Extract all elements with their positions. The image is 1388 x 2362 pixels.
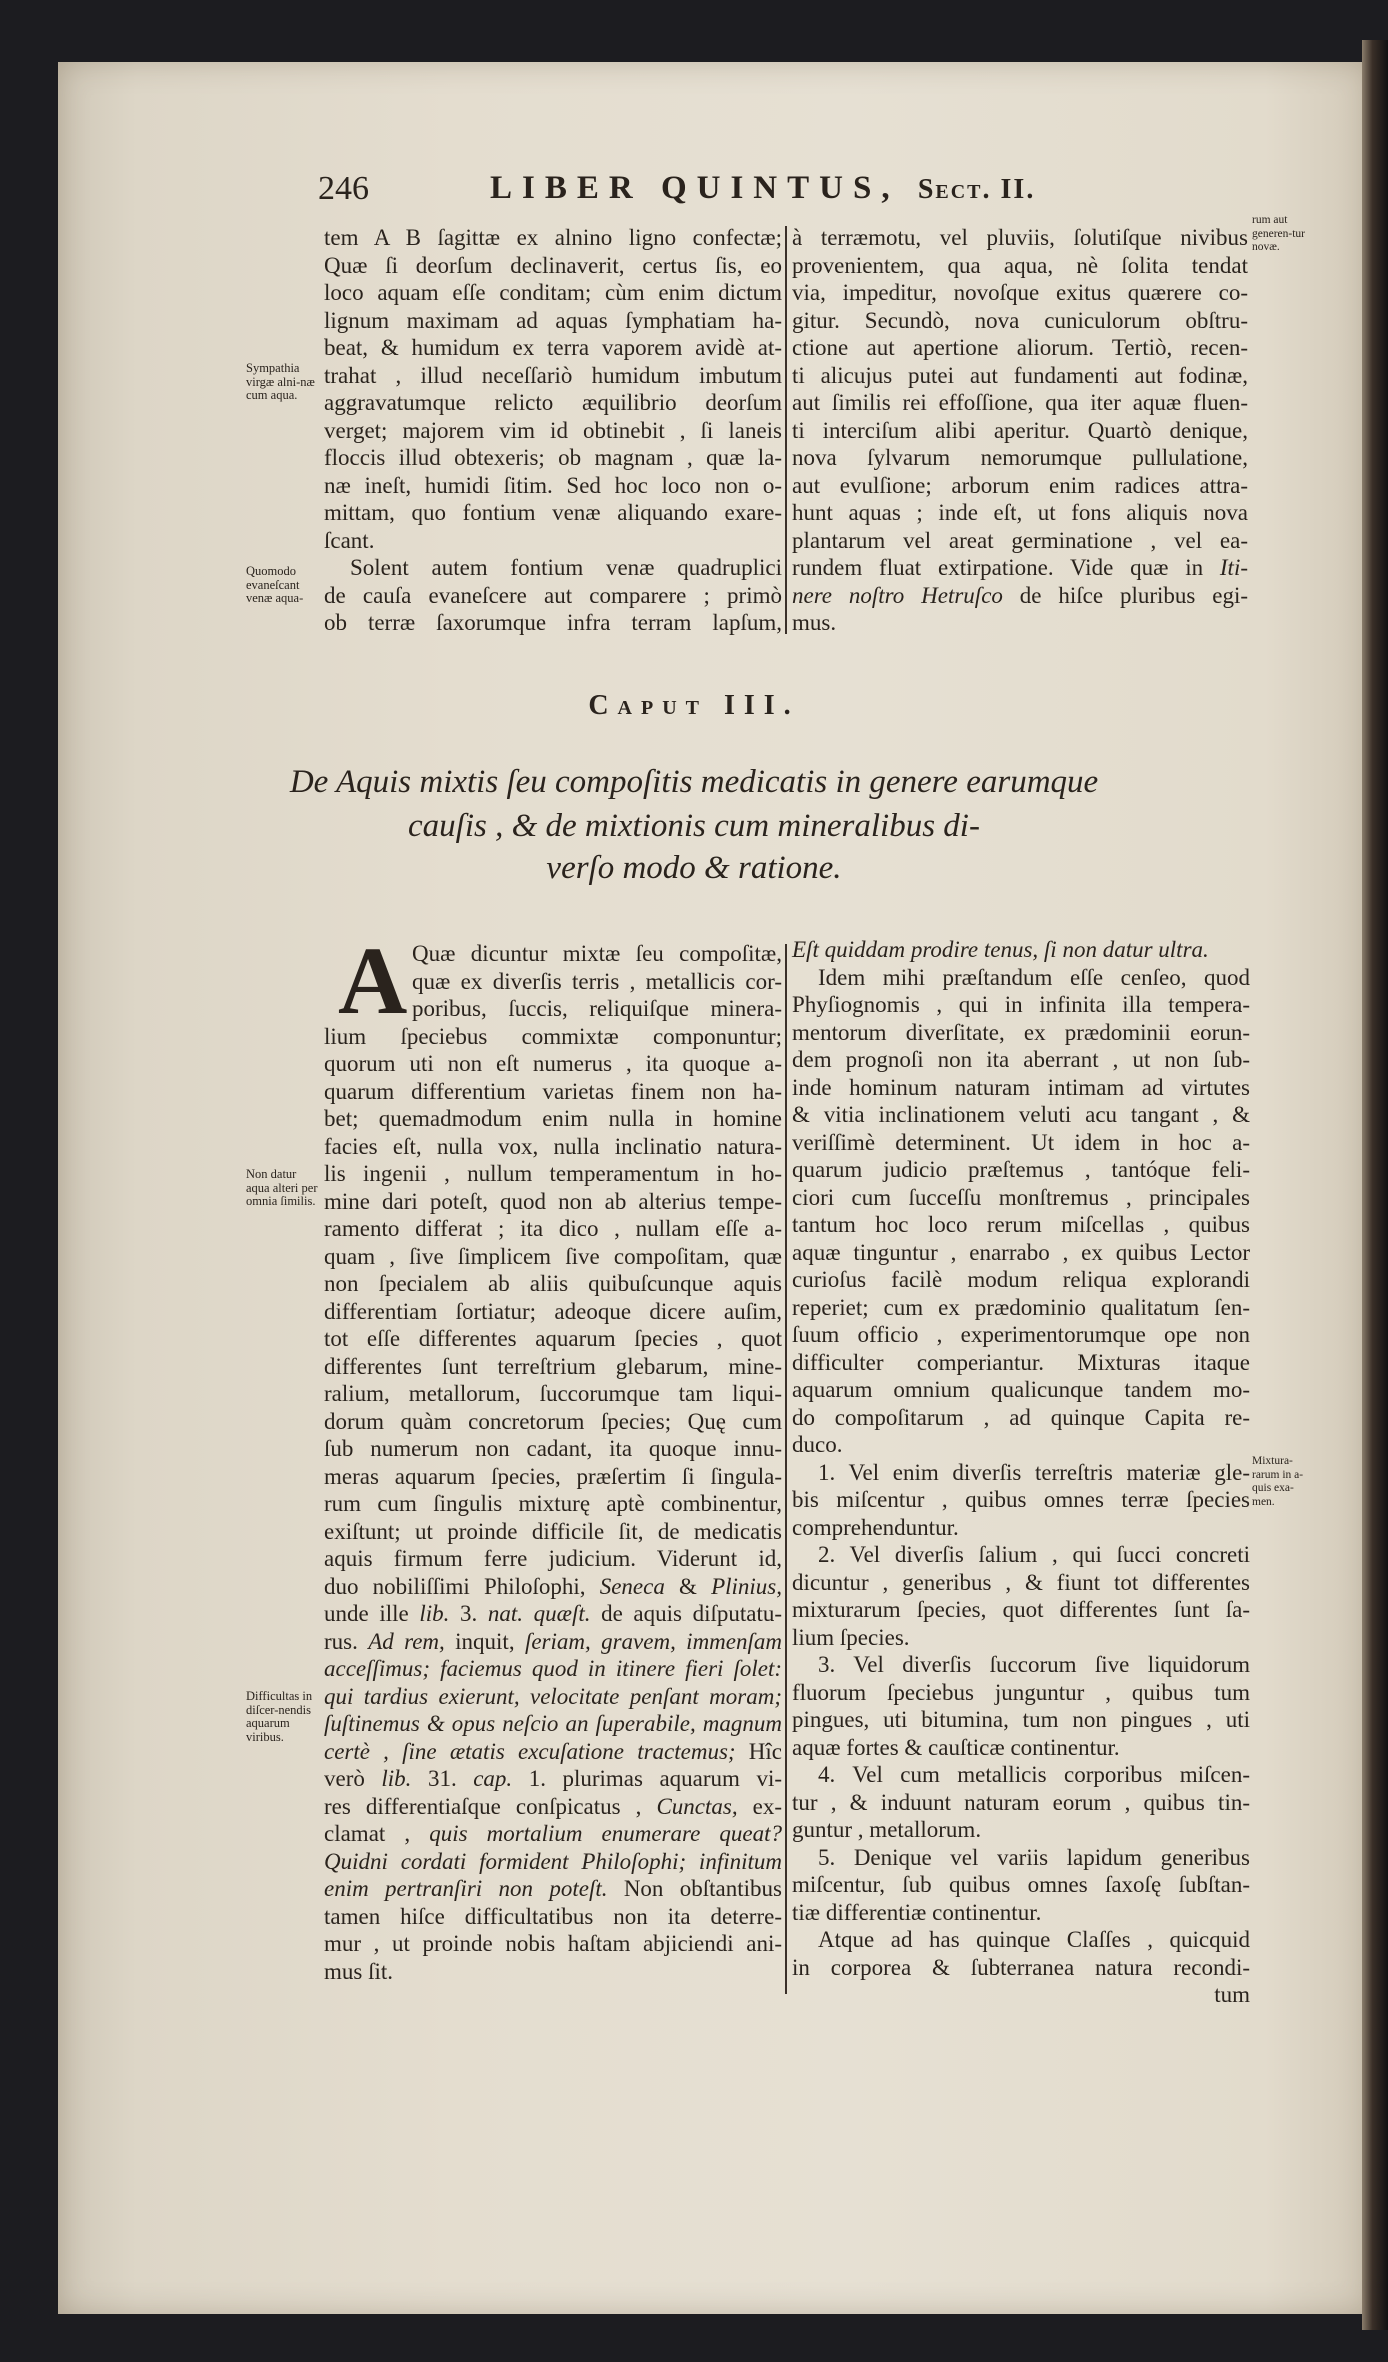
chapter-heading: Caput III. (588, 690, 800, 721)
text-line: Idem mihi præſtandum eſſe cenſeo, quod (818, 964, 1250, 990)
top-right-column (792, 224, 1248, 637)
bottom-left-column (324, 940, 782, 1985)
text-line: quam , ſive ſimplicem ſive compoſitam, quæ (324, 1243, 782, 1269)
text-line: meras aquarum ſpecies, præſertim ſi ſingula- (324, 1463, 782, 1489)
text: 3. (449, 1601, 488, 1626)
text: rundem fluat extirpatione. Vide quæ in (792, 555, 1220, 580)
column-rule (785, 944, 787, 1994)
text-line: Quæ dicuntur mixtæ ſeu compoſitæ, (412, 941, 782, 966)
text: unde ille (324, 1601, 420, 1626)
text-line: mus ſit. (324, 1958, 394, 1984)
italic-text: nat. quæſt. (487, 1601, 591, 1626)
chapter-title-line: cauſis , & de mixtionis cum mineralibus di- (408, 808, 980, 844)
text-line (792, 582, 1248, 610)
text-line: aquis firmum ferre judicium. Viderunt id, (324, 1546, 782, 1571)
text-line: beat, & humidum ex terra vaporem avidè at- (324, 335, 782, 360)
text-line: aquarum omnium qualicunque tandem mo- (792, 1377, 1250, 1402)
text-line: ti interciſum alibi aperitur. Quartò denique, (792, 417, 1248, 443)
text-line: aggravatumque relicto æquilibrio deorſum (324, 390, 782, 415)
text-line: gitur. Secundò, nova cuniculorum obſtru- (792, 307, 1248, 333)
text-line: quarum judicio præſtemus , tantóque feli- (792, 1157, 1250, 1182)
text-line: næ ineſt, humidi ſitim. Sed hoc loco non o- (324, 472, 782, 498)
text-line: de cauſa evaneſcere aut comparere ; primò (324, 582, 782, 608)
text-line: bis miſcentur , quibus omnes terræ ſpecies (792, 1487, 1250, 1512)
chapter-title-line: verſo modo & ratione. (546, 850, 842, 886)
text-line: inde hominum naturam intimam ad virtutes (792, 1074, 1250, 1100)
text-line: mixturarum ſpecies, quot differentes ſunt ſa- (792, 1597, 1250, 1622)
text-line: dorum quàm concretorum ſpecies; Quę cum (324, 1408, 782, 1434)
text-line: 3. Vel diverſis ſuccorum ſive liquidorum (818, 1652, 1250, 1677)
text-line: comprehenduntur. (792, 1514, 959, 1540)
text-line: verget; majorem vim id obtinebit , ſi laneis (324, 417, 782, 443)
text: 31. (411, 1766, 474, 1791)
text-line: plantarum vel areat germinatione , vel ea- (792, 527, 1248, 553)
text-line: miſcentur, ſub quibus omnes ſaxoſę ſubſtan- (792, 1872, 1250, 1897)
text-line: floccis illud obtexeris; ob magnam , quæ la- (324, 445, 782, 470)
text-line: aquæ tinguntur , enarrabo , ex quibus Lector (792, 1239, 1250, 1265)
italic-text: Iti- (1219, 555, 1248, 580)
text-line (324, 1573, 782, 1601)
margin-note-quomodo: Quomodo evaneſcant venæ aqua- (246, 564, 304, 605)
text-line: ralium, metallorum, ſuccorumque tam liqui- (324, 1381, 782, 1406)
top-left-column (324, 224, 782, 637)
text-line: differentiam ſortiatur; adeoque dicere auſim, (324, 1298, 782, 1324)
text-line: bet; quemadmodum enim nulla in homine (324, 1106, 782, 1131)
margin-note-non-datur: Non datur aqua alteri per omnia ſimilis. (246, 1167, 318, 1208)
text-line: exiſtunt; ut proinde difficile ſit, de medicatis (324, 1518, 782, 1544)
italic-text: lib. (419, 1601, 450, 1626)
text-line (324, 1628, 782, 1656)
text-line: reperiet; cum ex prædominio qualitatum ſen- (792, 1294, 1250, 1320)
text-line: aquæ fortes & cauſticæ continentur. (792, 1734, 1120, 1760)
text-line: 2. Vel diverſis ſalium , qui ſucci concreti (818, 1542, 1250, 1567)
text-line: mine dari poteſt, quod non ab alterius tempe- (324, 1188, 782, 1214)
text-line: ſub numerum non cadant, ita quoque innu- (324, 1436, 782, 1461)
text-line: fluorum ſpeciebus junguntur , quibus tum (792, 1679, 1250, 1705)
text-line (324, 1848, 782, 1876)
italic-text: ſeriam, gravem, immenſam (524, 1628, 782, 1654)
drop-cap: A (338, 927, 408, 1034)
text-line: ciori cum ſucceſſu monſtremus , principales (792, 1184, 1250, 1210)
text-line: & vitia inclinationem veluti acu tangant , & (792, 1102, 1250, 1127)
text-line (324, 1710, 782, 1738)
text: 1. plurimas aquarum vi- (512, 1766, 782, 1791)
bottom-right-column (792, 936, 1250, 2009)
margin-note-novae: rum aut generen-tur novæ. (1252, 214, 1305, 253)
text-line: quorum uti non eſt numerus , ita quoque a- (324, 1051, 782, 1076)
italic-text: cap. (473, 1766, 513, 1791)
column-rule (785, 226, 787, 634)
text-line: ctione aut apertione aliorum. Tertiò, recen- (792, 335, 1248, 360)
text-line: aut ſimilis rei effoſſione, qua iter aquæ fluen- (792, 390, 1248, 415)
text-line: lium ſpecies. (792, 1624, 910, 1650)
text-line: 1. Vel enim diverſis terreſtris materiæ gle- (818, 1459, 1250, 1485)
italic-text: Eſt quiddam prodire tenus, ſi non datur ultra. (792, 937, 1209, 962)
text: clamat , (324, 1821, 430, 1846)
text-line: duco. (792, 1432, 843, 1457)
text-line: rum cum ſingulis mixturę aptè combinentur, (324, 1491, 782, 1516)
italic-text: certè , ſine ætatis excuſatione tractemus; (324, 1738, 736, 1764)
text: verò (324, 1766, 382, 1791)
text-line: mus. (792, 610, 837, 635)
italic-text: nere noſtro Hetruſco (792, 582, 1003, 608)
text-line (324, 1820, 782, 1848)
text-line: tem A B ſagittæ ex alnino ligno confectæ; (324, 225, 782, 250)
text-line: 4. Vel cum metallicis corporibus miſcen- (818, 1762, 1250, 1787)
text-line: tantum hoc loco rerum miſcellas , quibus (792, 1212, 1250, 1237)
italic-text: ſuſtinemus & opus neſcio an ſuperabile, magnum (324, 1711, 782, 1736)
text-line: differentes ſunt terreſtrium glebarum, mine- (324, 1353, 782, 1379)
text-line: veriſſimè determinent. Ut idem in hoc a- (792, 1129, 1250, 1155)
text-line: ſcant. (324, 527, 375, 553)
text-line (324, 1655, 782, 1683)
section-label: Sect. II. (917, 174, 1036, 205)
text-line: Atque ad has quinque Claſſes , quicquid (818, 1927, 1250, 1952)
page-number: 246 (318, 170, 369, 207)
text-line: trahat , illud neceſſariò humidum imbutum (324, 362, 782, 388)
italic-text: quis mortalium enumerare queat? (429, 1821, 782, 1846)
italic-text: enim pertranſiri non poteſt. (324, 1876, 608, 1901)
text-line: 5. Denique vel variis lapidum generibus (818, 1844, 1250, 1870)
text-line: curioſus facilè modum reliqua explorandi (792, 1267, 1250, 1292)
text: de hiſce pluribus egi- (1002, 582, 1248, 608)
text-line: quæ ex diverſis terris , metallicis cor- (412, 968, 782, 994)
book-edge (1362, 40, 1388, 2330)
text-line (324, 1793, 782, 1821)
text: duo nobiliſſimi Philoſophi, (324, 1573, 600, 1599)
text: ex- (737, 1793, 782, 1819)
text-line: ti alicujus putei aut fundamenti aut fodinæ, (792, 362, 1248, 388)
chapter-title-line: De Aquis mixtis ſeu compoſitis medicatis in genere earumque (289, 764, 1099, 800)
text: inquit, (444, 1628, 525, 1654)
italic-text: Seneca (599, 1573, 665, 1599)
italic-text: lib. (381, 1766, 412, 1791)
text-line: non ſpecialem ab aliis quibuſcunque aquis (324, 1271, 782, 1296)
text: Hîc (735, 1738, 782, 1764)
text-line: via, impeditur, novoſque exitus quærere co- (792, 280, 1248, 305)
text-line: mentorum diverſitate, ex prædominii eorun- (792, 1019, 1250, 1045)
text-line: provenientem, qua aqua, nè ſolita tendat (792, 252, 1248, 278)
text-line: in corporea & ſubterranea natura recondi- (792, 1954, 1250, 1980)
text-line (324, 1600, 782, 1628)
running-title: LIBER QUINTUS, (490, 170, 900, 206)
text-line: tamen hiſce difficultatibus non ita deterre- (324, 1903, 782, 1929)
text-line: difficulter comperiantur. Mixturas itaque (792, 1349, 1250, 1375)
text-line (324, 1765, 782, 1793)
text-line: tum (1214, 1982, 1250, 2007)
text-line (324, 1683, 782, 1711)
text: res differentiaſque conſpicatus , (324, 1793, 657, 1819)
text-line: hunt aquas ; inde eſt, ut fons aliquis nova (792, 500, 1248, 525)
text-line: do compoſitarum , ad quinque Capita re- (792, 1404, 1250, 1430)
text-line: ob terræ ſaxorumque infra terram lapſum, (324, 610, 782, 635)
text-line: aut evulſione; arborum enim radices attra- (792, 472, 1248, 498)
text-line: Solent autem fontium venæ quadruplici (350, 555, 782, 580)
text-line (324, 1875, 782, 1903)
text: Non obſtantibus (607, 1876, 782, 1901)
margin-note-mixturarum: Mixtura-rarum in a-quis exa-men. (1252, 1455, 1304, 1508)
text-line: tot eſſe differentes aquarum ſpecies , quot (324, 1326, 782, 1351)
italic-text: Quidni cordati formident Philoſophi; infinitum (324, 1848, 782, 1874)
text-line: lignum maximam ad aquas ſymphatiam ha- (324, 307, 782, 333)
text-line: à terræmotu, vel pluviis, ſolutiſque nivibus (792, 225, 1248, 250)
text-line: guntur , metallorum. (792, 1817, 982, 1842)
italic-text: qui tardius exierunt, velocitate penſant moram; (324, 1683, 782, 1709)
text-line: Phyſiognomis , qui in infinita illa tempera- (792, 992, 1250, 1017)
italic-text: acceſſimus; faciemus quod in itinere fieri ſolet: (324, 1656, 782, 1681)
text-line: lium ſpeciebus commixtæ componuntur; (324, 1023, 782, 1049)
text-line: ramento differat ; ita dico , nullam eſſe a- (324, 1216, 782, 1241)
text-line: mittam, quo fontium venæ aliquando exare- (324, 500, 782, 525)
text: rus. (324, 1628, 369, 1654)
margin-note-difficultas: Difficultas in diſcer-nendis aquarum viribus. (246, 1689, 313, 1744)
text-line: dem prognoſi non ita aberrant , ut non ſub- (792, 1047, 1250, 1072)
text-line (792, 554, 1248, 582)
text-line: nova ſylvarum nemorumque pullulatione, (792, 445, 1248, 470)
text-line (324, 1738, 782, 1766)
italic-text: Ad rem, (368, 1628, 445, 1654)
text-line: mur , ut proinde nobis haſtam abjiciendi ani- (324, 1931, 782, 1956)
italic-text: Plinius, (711, 1573, 782, 1599)
text-line (792, 936, 1250, 964)
text: & (664, 1573, 712, 1599)
text-line: Quæ ſi deorſum declinaverit, certus ſis, eo (324, 252, 782, 278)
text-line: quarum differentium varietas finem non ha- (324, 1078, 782, 1104)
italic-text: Cunctas, (656, 1793, 738, 1819)
running-head (490, 170, 1035, 207)
text-line: lis ingenii , nullum temperamentum in ho- (324, 1161, 782, 1186)
text-line: facies eſt, nulla vox, nulla inclinatio natura- (324, 1133, 782, 1159)
text-line: poribus, ſuccis, reliquiſque minera- (412, 996, 782, 1021)
text-line: pingues, uti bitumina, tum non pingues , uti (792, 1707, 1250, 1732)
text-line: loco aquam eſſe conditam; cùm enim dictum (324, 280, 782, 305)
text: de aquis diſputatu- (590, 1601, 783, 1626)
text-line: ſuum officio , experimentorumque ope non (792, 1322, 1250, 1347)
text-line: dicuntur , generibus , & fiunt tot differentes (792, 1569, 1250, 1595)
text-line: tur , & induunt naturam eorum , quibus tin- (792, 1789, 1250, 1815)
margin-note-sympathia: Sympathia virgæ alni-næ cum aqua. (246, 361, 315, 402)
text-line: tiæ differentiæ continentur. (792, 1899, 1042, 1925)
